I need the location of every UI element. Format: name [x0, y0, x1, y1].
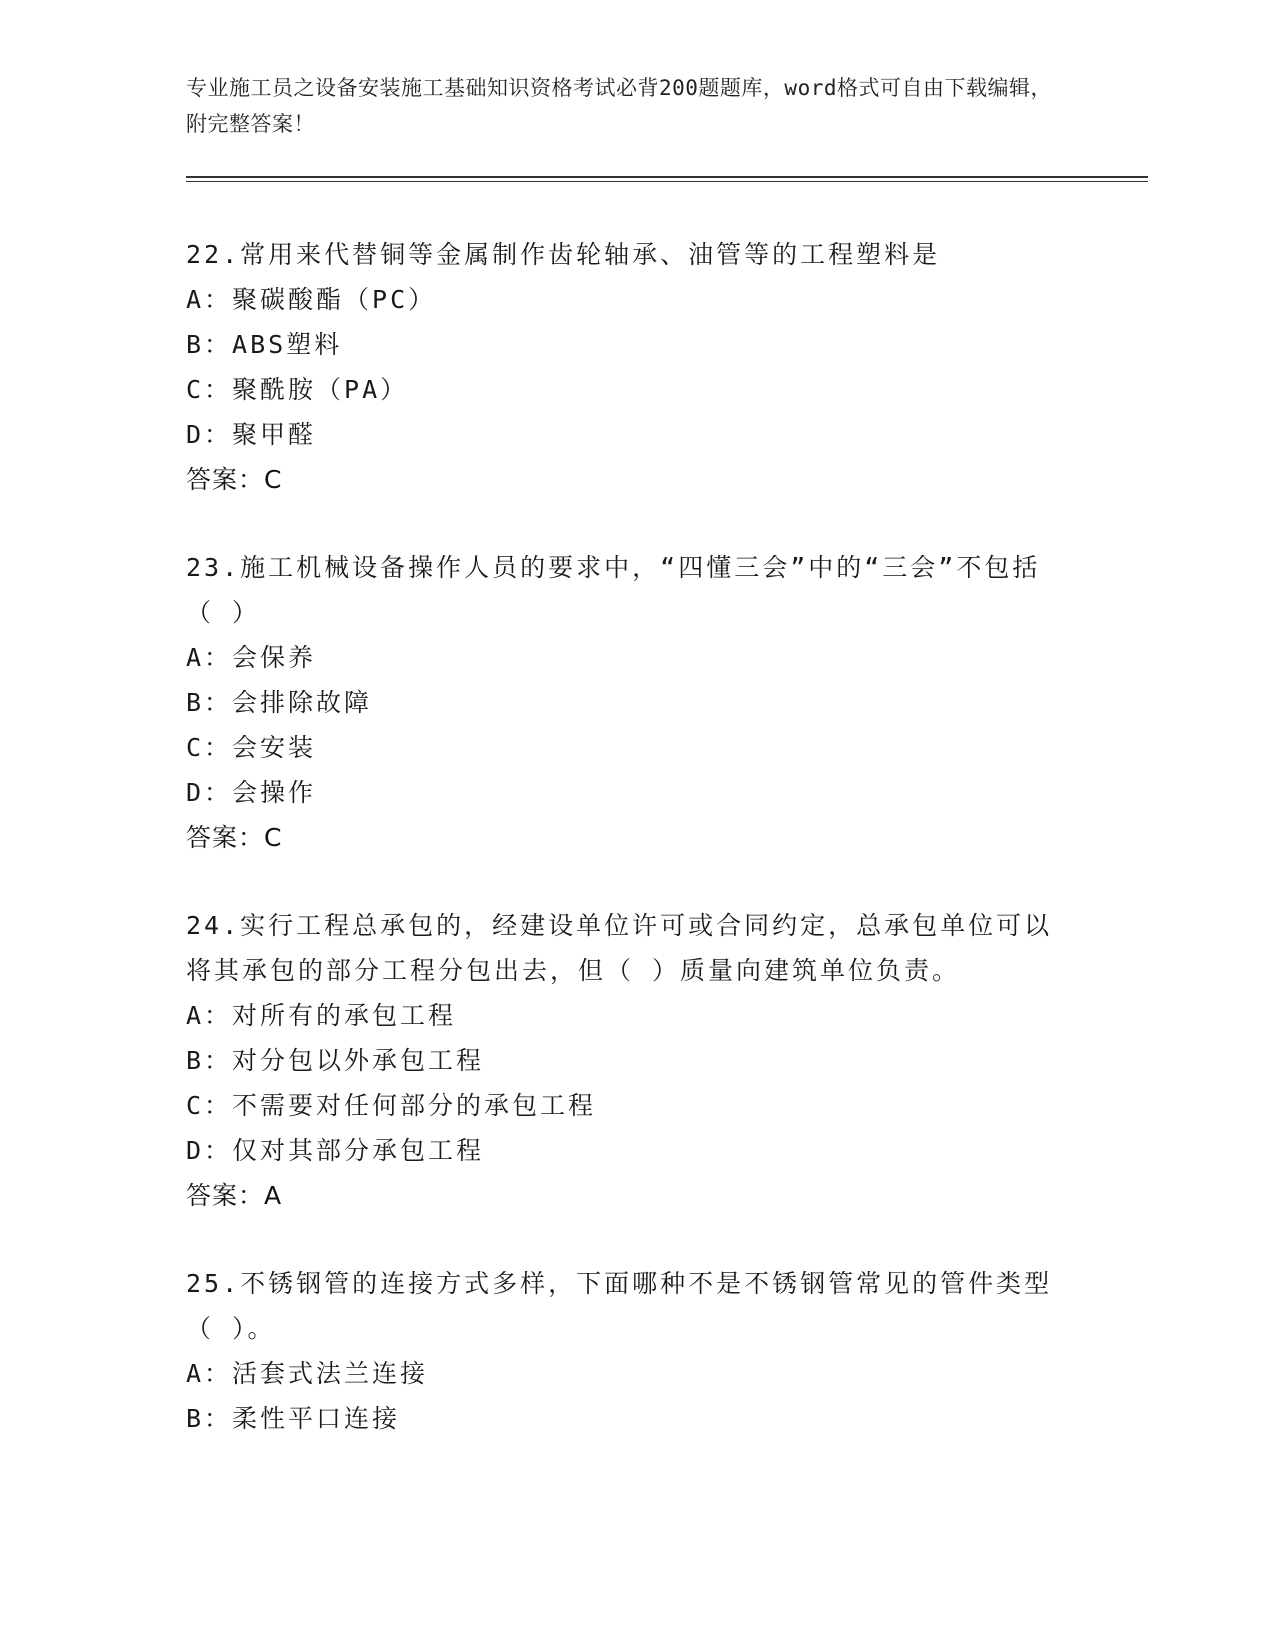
question-list [186, 232, 1146, 1441]
question-22 [186, 232, 1146, 502]
option-a: A：聚碳酸酯（PC） [186, 285, 437, 314]
option-b: B：会排除故障 [186, 688, 373, 717]
option-d: D：聚甲醛 [186, 420, 317, 449]
option-b: B：柔性平口连接 [186, 1404, 401, 1433]
option-a: A：会保养 [186, 643, 317, 672]
question-stem: 24.实行工程总承包的，经建设单位许可或合同约定，总承包单位可以将其承包的部分工程分包出去，但（ ）质量向建筑单位负责。 [186, 911, 1053, 985]
option-a: A：活套式法兰连接 [186, 1359, 429, 1388]
answer: 答案：C [186, 823, 283, 852]
option-c: C：会安装 [186, 733, 317, 762]
question-stem: 25.不锈钢管的连接方式多样，下面哪种不是不锈钢管常见的管件类型（ ）。 [186, 1269, 1053, 1343]
header-divider [186, 176, 1148, 182]
question-25 [186, 1261, 1146, 1441]
option-c: C：不需要对任何部分的承包工程 [186, 1091, 597, 1120]
answer: 答案：A [186, 1181, 283, 1210]
question-stem: 22.常用来代替铜等金属制作齿轮轴承、油管等的工程塑料是 [186, 240, 941, 269]
document-page [186, 70, 1146, 1484]
answer: 答案：C [186, 465, 283, 494]
option-b: B：ABS塑料 [186, 330, 343, 359]
question-24 [186, 903, 1146, 1218]
option-d: D：仅对其部分承包工程 [186, 1136, 485, 1165]
document-title: 专业施工员之设备安装施工基础知识资格考试必背200题题库，word格式可自由下载编辑，附完整答案！ [186, 76, 1052, 136]
question-stem: 23.施工机械设备操作人员的要求中，“四懂三会”中的“三会”不包括（ ） [186, 553, 1041, 627]
option-c: C：聚酰胺（PA） [186, 375, 409, 404]
question-23 [186, 545, 1146, 860]
option-d: D：会操作 [186, 778, 317, 807]
option-a: A：对所有的承包工程 [186, 1001, 457, 1030]
option-b: B：对分包以外承包工程 [186, 1046, 485, 1075]
